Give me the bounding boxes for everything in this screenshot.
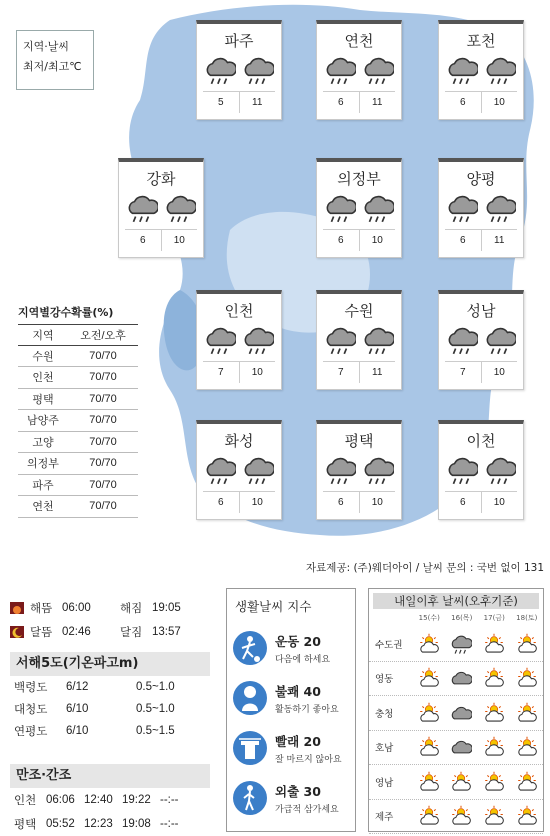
forecast-row [369, 765, 543, 800]
sea-title: 서해5도(기온파고m) [10, 652, 210, 676]
rain-cloud-icon [362, 192, 394, 224]
index-desc: 잘 마르지 않아요 [275, 754, 342, 765]
forecast-row [369, 662, 543, 697]
city-temps [323, 229, 395, 251]
index-name: 빨래 20 [275, 733, 321, 749]
city-name: 양평 [466, 170, 496, 188]
city-name: 파주 [224, 32, 254, 50]
city-card [438, 420, 524, 520]
probability: 70/70 [89, 457, 117, 470]
rain-cloud-icon [242, 454, 274, 486]
sunrise-icon [10, 602, 24, 614]
sun-cloud-icon [510, 667, 543, 689]
sun-cloud-icon [510, 633, 543, 655]
moonrise-label: 달뜸 [30, 625, 53, 639]
sun-cloud-icon [478, 633, 511, 655]
forecast-row [369, 696, 543, 731]
low-temp: 6 [337, 97, 344, 108]
rain-table-row [18, 496, 138, 518]
exercise-icon [233, 631, 267, 665]
tide-time: --:-- [160, 794, 179, 806]
probability: 70/70 [89, 500, 117, 513]
sun-cloud-icon [510, 736, 543, 758]
city-card [438, 290, 524, 390]
rain-table-row [18, 389, 138, 411]
sun-cloud-icon [478, 736, 511, 758]
life-index-item [227, 723, 355, 773]
rain-cloud-icon [204, 54, 236, 86]
city-weather-icons [439, 54, 523, 86]
sun-cloud-icon [478, 667, 511, 689]
tide-time: 06:06 [46, 794, 75, 806]
rain-cloud-icon [484, 192, 516, 224]
city-weather-icons [317, 54, 401, 86]
rain-table-header [18, 324, 138, 346]
future-forecast [368, 588, 544, 832]
high-temp: 11 [481, 230, 518, 251]
sunset-time: 19:05 [152, 602, 181, 614]
legend-line2: 최저/최고℃ [23, 60, 82, 73]
forecast-day: 18(토) [516, 614, 538, 622]
forecast-day: 15(수) [418, 614, 440, 622]
city-card [316, 158, 402, 258]
sun-cloud-icon [510, 702, 543, 724]
rain-table-row [18, 432, 138, 454]
sun-cloud-icon [510, 771, 543, 793]
moonrise-icon [10, 626, 24, 638]
rain-cloud-icon [484, 324, 516, 356]
rain-cloud-icon [164, 192, 196, 224]
city-weather-icons [439, 192, 523, 224]
city-weather-icons [317, 192, 401, 224]
high-temp: 10 [239, 362, 276, 383]
high-temp: 10 [359, 492, 396, 513]
probability: 70/70 [89, 435, 117, 448]
city-card [196, 20, 282, 120]
sun-cloud-icon [445, 771, 478, 793]
city-temps [125, 229, 197, 251]
sun-cloud-icon [413, 633, 446, 655]
low-temp: 6 [139, 235, 146, 246]
city-temps [445, 491, 517, 513]
rain-cloud-icon [362, 54, 394, 86]
city-weather-icons [317, 324, 401, 356]
rain-cloud-icon [445, 633, 478, 655]
region: 파주 [32, 478, 54, 492]
sun-row [10, 596, 210, 620]
sun-cloud-icon [478, 805, 511, 827]
forecast-row [369, 731, 543, 766]
low-temp: 6 [337, 497, 344, 508]
tide-time: --:-- [160, 818, 179, 830]
forecast-region: 제주 [375, 812, 394, 824]
probability: 70/70 [89, 414, 117, 427]
rain-probability-table [18, 304, 138, 518]
rain-cloud-icon [126, 192, 158, 224]
high-temp: 10 [481, 492, 518, 513]
sunrise-time: 06:00 [62, 602, 91, 614]
region: 남양주 [27, 414, 59, 428]
forecast-day: 16(목) [451, 614, 473, 622]
header-region: 지역 [32, 328, 54, 342]
temperature: 6/10 [66, 725, 89, 737]
city-temps [323, 91, 395, 113]
city-card [438, 158, 524, 258]
wave-height: 0.5~1.0 [136, 681, 175, 693]
tide-location: 인천 [14, 793, 37, 807]
rain-cloud-icon [446, 54, 478, 86]
legend-line1: 지역·날씨 [23, 40, 70, 53]
temperature: 6/10 [66, 703, 89, 715]
city-name: 이천 [466, 432, 496, 450]
sun-cloud-icon [478, 702, 511, 724]
tide-time: 12:23 [84, 818, 113, 830]
moonrise-time: 02:46 [62, 626, 91, 638]
rain-table-title: 지역별강수확률(%) [18, 306, 114, 319]
life-title: 생활날씨 지수 [235, 599, 312, 614]
moon-row [10, 620, 210, 644]
life-weather-index [226, 588, 356, 832]
region: 인천 [32, 371, 54, 385]
island: 백령도 [14, 680, 48, 694]
sea-row [10, 676, 210, 698]
tide-row [10, 788, 210, 812]
city-temps [203, 491, 275, 513]
data-source: 자료제공: (주)웨더아이 / 날씨 문의 : 국번 없이 131 [306, 562, 544, 574]
city-temps [445, 361, 517, 383]
sun-moon-times [10, 596, 210, 644]
city-weather-icons [439, 454, 523, 486]
sun-cloud-icon [413, 771, 446, 793]
tide-time: 05:52 [46, 818, 75, 830]
city-weather-icons [197, 324, 281, 356]
region: 평택 [32, 392, 54, 406]
high-temp: 10 [161, 230, 198, 251]
low-temp: 7 [459, 367, 466, 378]
forecast-region: 충청 [375, 708, 394, 720]
tide-times [10, 764, 210, 836]
city-temps [203, 91, 275, 113]
rain-cloud-icon [204, 454, 236, 486]
high-temp: 11 [239, 92, 276, 113]
life-index-item [227, 623, 355, 673]
probability: 70/70 [89, 371, 117, 384]
forecast-region: 수도권 [375, 639, 403, 651]
island: 대청도 [14, 702, 48, 716]
city-name: 평택 [344, 432, 374, 450]
low-temp: 6 [459, 97, 466, 108]
rain-cloud-icon [324, 54, 356, 86]
sunset-label: 해짐 [120, 601, 143, 615]
rain-cloud-icon [446, 324, 478, 356]
rain-cloud-icon [446, 192, 478, 224]
low-temp: 6 [459, 497, 466, 508]
west-sea-islands [10, 652, 210, 742]
cloud-icon [445, 702, 478, 724]
life-index-item [227, 673, 355, 723]
city-weather-icons [197, 454, 281, 486]
low-temp: 7 [337, 367, 344, 378]
rain-cloud-icon [242, 54, 274, 86]
city-name: 수원 [344, 302, 374, 320]
cloud-icon [445, 736, 478, 758]
high-temp: 10 [239, 492, 276, 513]
island: 연평도 [14, 724, 48, 738]
tide-row [10, 812, 210, 836]
city-card [316, 420, 402, 520]
rain-cloud-icon [242, 324, 274, 356]
discomfort-icon [233, 681, 267, 715]
high-temp: 11 [359, 362, 396, 383]
tide-time: 19:22 [122, 794, 151, 806]
rain-table-row [18, 475, 138, 497]
rain-cloud-icon [484, 54, 516, 86]
city-temps [203, 361, 275, 383]
index-desc: 다음에 하세요 [275, 654, 331, 665]
sun-cloud-icon [445, 805, 478, 827]
city-name: 의정부 [337, 170, 381, 188]
sun-cloud-icon [413, 736, 446, 758]
sun-cloud-icon [478, 771, 511, 793]
index-desc: 활동하기 좋아요 [275, 704, 339, 715]
rain-cloud-icon [446, 454, 478, 486]
high-temp: 10 [359, 230, 396, 251]
probability: 70/70 [89, 392, 117, 405]
index-desc: 가급적 삼가세요 [275, 804, 339, 815]
rain-cloud-icon [362, 324, 394, 356]
low-temp: 6 [337, 235, 344, 246]
index-name: 외출 30 [275, 783, 321, 799]
moonset-label: 달짐 [120, 625, 143, 639]
rain-table-row [18, 410, 138, 432]
sun-cloud-icon [413, 702, 446, 724]
sunrise-label: 해뜸 [30, 601, 53, 615]
tide-location: 평택 [14, 817, 37, 831]
city-card [196, 420, 282, 520]
sea-row [10, 698, 210, 720]
city-card [196, 290, 282, 390]
region: 의정부 [27, 457, 59, 471]
high-temp: 11 [359, 92, 396, 113]
city-card [316, 290, 402, 390]
wave-height: 0.5~1.5 [136, 725, 175, 737]
city-temps [445, 91, 517, 113]
city-name: 강화 [146, 170, 176, 188]
high-temp: 10 [481, 92, 518, 113]
city-temps [323, 361, 395, 383]
city-name: 포천 [466, 32, 496, 50]
city-card [438, 20, 524, 120]
rain-cloud-icon [324, 192, 356, 224]
forecast-title: 내일이후 날씨(오후기준) [373, 593, 539, 609]
outing-icon [233, 781, 267, 815]
sun-cloud-icon [413, 667, 446, 689]
rain-table-row [18, 346, 138, 368]
rain-cloud-icon [362, 454, 394, 486]
life-index-item [227, 773, 355, 823]
forecast-day: 17(금) [483, 614, 505, 622]
low-temp: 7 [217, 367, 224, 378]
rain-table-row [18, 453, 138, 475]
region: 연천 [32, 500, 54, 514]
tide-time: 12:40 [84, 794, 113, 806]
city-temps [445, 229, 517, 251]
wave-height: 0.5~1.0 [136, 703, 175, 715]
tide-time: 19:08 [122, 818, 151, 830]
tide-title: 만조·간조 [10, 764, 210, 788]
temperature: 6/12 [66, 681, 89, 693]
city-weather-icons [439, 324, 523, 356]
sun-cloud-icon [413, 805, 446, 827]
low-temp: 6 [459, 235, 466, 246]
forecast-region: 호남 [375, 743, 394, 755]
city-name: 화성 [224, 432, 254, 450]
forecast-region: 영남 [375, 777, 394, 789]
index-name: 운동 20 [275, 633, 321, 649]
city-weather-icons [317, 454, 401, 486]
high-temp: 10 [481, 362, 518, 383]
city-name: 인천 [224, 302, 254, 320]
region: 고양 [32, 435, 54, 449]
city-weather-icons [119, 192, 203, 224]
sun-cloud-icon [510, 805, 543, 827]
low-temp: 6 [217, 497, 224, 508]
forecast-row [369, 800, 543, 835]
city-card [316, 20, 402, 120]
rain-cloud-icon [484, 454, 516, 486]
cloud-icon [445, 667, 478, 689]
region: 수원 [32, 349, 54, 363]
moonset-time: 13:57 [152, 626, 181, 638]
laundry-icon [233, 731, 267, 765]
index-name: 불쾌 40 [275, 683, 321, 699]
sea-row [10, 720, 210, 742]
city-weather-icons [197, 54, 281, 86]
header-amp: 오전/오후 [80, 329, 126, 342]
forecast-days [369, 613, 543, 627]
forecast-region: 영동 [375, 674, 394, 686]
rain-cloud-icon [324, 454, 356, 486]
map-legend [16, 30, 94, 90]
low-temp: 5 [217, 97, 224, 108]
rain-table-row [18, 367, 138, 389]
rain-cloud-icon [324, 324, 356, 356]
probability: 70/70 [89, 478, 117, 491]
city-name: 성남 [466, 302, 496, 320]
rain-cloud-icon [204, 324, 236, 356]
city-name: 연천 [344, 32, 374, 50]
city-card [118, 158, 204, 258]
forecast-row [369, 627, 543, 662]
probability: 70/70 [89, 349, 117, 362]
city-temps [323, 491, 395, 513]
